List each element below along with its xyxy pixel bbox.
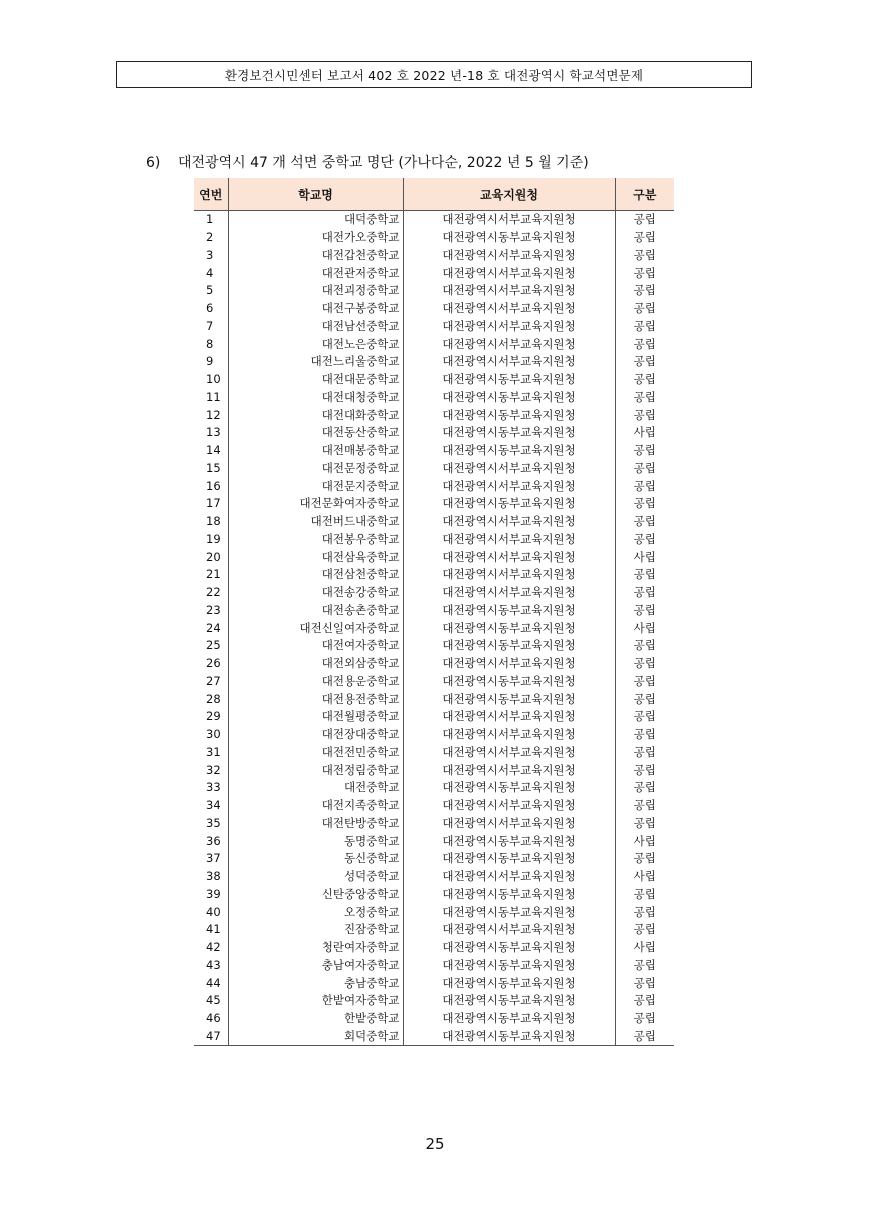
school-type: 공립 [615, 903, 674, 921]
row-number: 24 [206, 620, 221, 635]
school-type: 공립 [615, 726, 674, 744]
table-row [194, 247, 674, 265]
row-number: 29 [206, 709, 221, 724]
school-type: 공립 [615, 708, 674, 726]
table-header-row [194, 178, 674, 211]
school-type: 공립 [615, 442, 674, 460]
school-name: 대전송강중학교 [228, 584, 403, 602]
row-number: 9 [206, 354, 214, 369]
school-type: 공립 [615, 673, 674, 691]
row-number: 37 [206, 851, 221, 866]
school-name: 대전노은중학교 [228, 335, 403, 353]
table-row [194, 495, 674, 513]
school-type: 공립 [615, 584, 674, 602]
school-name: 충남중학교 [228, 974, 403, 992]
education-office: 대전광역시서부교육지원청 [403, 744, 615, 762]
education-office: 대전광역시서부교육지원청 [403, 318, 615, 336]
school-name: 대전송촌중학교 [228, 602, 403, 620]
school-name: 대전문정중학교 [228, 460, 403, 478]
education-office: 대전광역시동부교육지원청 [403, 495, 615, 513]
table-row [194, 779, 674, 797]
row-number: 42 [206, 940, 221, 955]
school-type: 공립 [615, 566, 674, 584]
school-type: 공립 [615, 531, 674, 549]
report-header-title: 환경보건시민센터 보고서 402 호 2022 년-18 호 대전광역시 학교석면문제 [224, 67, 644, 83]
school-type: 공립 [615, 264, 674, 282]
school-type: 공립 [615, 513, 674, 531]
row-number: 35 [206, 815, 221, 830]
table-row [194, 637, 674, 655]
row-number: 3 [206, 247, 214, 262]
school-type: 공립 [615, 389, 674, 407]
table-row [194, 335, 674, 353]
school-name: 진잠중학교 [228, 921, 403, 939]
school-type: 공립 [615, 797, 674, 815]
table-row [194, 548, 674, 566]
school-name: 대덕중학교 [228, 211, 403, 229]
school-name: 대전봉우중학교 [228, 531, 403, 549]
section-number: 6) [146, 155, 161, 171]
education-office: 대전광역시서부교육지원청 [403, 655, 615, 673]
school-type: 공립 [615, 353, 674, 371]
row-number: 25 [206, 638, 221, 653]
school-type: 공립 [615, 974, 674, 992]
table-row [194, 531, 674, 549]
school-type: 공립 [615, 211, 674, 229]
school-type: 공립 [615, 690, 674, 708]
row-number: 33 [206, 780, 221, 795]
table-row [194, 566, 674, 584]
education-office: 대전광역시서부교육지원청 [403, 477, 615, 495]
row-number: 11 [206, 389, 221, 404]
education-office: 대전광역시동부교육지원청 [403, 619, 615, 637]
row-number: 32 [206, 762, 221, 777]
school-name: 대전월평중학교 [228, 708, 403, 726]
row-number: 41 [206, 922, 221, 937]
table-row [194, 619, 674, 637]
school-name: 대전장대중학교 [228, 726, 403, 744]
table-row [194, 353, 674, 371]
row-number: 17 [206, 496, 221, 511]
school-name: 대전삼천중학교 [228, 566, 403, 584]
school-name: 대전삼육중학교 [228, 548, 403, 566]
school-type: 공립 [615, 761, 674, 779]
row-number: 6 [206, 301, 214, 316]
row-number: 46 [206, 1011, 221, 1026]
table-row [194, 211, 674, 229]
school-name: 대전대문중학교 [228, 371, 403, 389]
row-number: 34 [206, 798, 221, 813]
school-name: 대전전민중학교 [228, 744, 403, 762]
header-type: 구분 [615, 178, 674, 211]
school-name: 대전괴정중학교 [228, 282, 403, 300]
school-name: 대전동산중학교 [228, 424, 403, 442]
school-type: 사립 [615, 868, 674, 886]
table-row [194, 300, 674, 318]
school-name: 대전버드내중학교 [228, 513, 403, 531]
section-heading [146, 152, 589, 172]
table-row [194, 886, 674, 904]
row-number: 10 [206, 372, 221, 387]
school-type: 공립 [615, 300, 674, 318]
school-type: 공립 [615, 637, 674, 655]
row-number: 36 [206, 833, 221, 848]
school-name: 대전외삼중학교 [228, 655, 403, 673]
row-number: 13 [206, 425, 221, 440]
table-row [194, 761, 674, 779]
education-office: 대전광역시서부교육지원청 [403, 726, 615, 744]
report-header [116, 61, 752, 88]
table-row [194, 477, 674, 495]
education-office: 대전광역시서부교육지원청 [403, 708, 615, 726]
row-number: 22 [206, 585, 221, 600]
school-type: 공립 [615, 318, 674, 336]
row-number: 30 [206, 727, 221, 742]
table-row [194, 513, 674, 531]
table-row [194, 850, 674, 868]
education-office: 대전광역시서부교육지원청 [403, 353, 615, 371]
table-row [194, 1028, 674, 1046]
school-type: 공립 [615, 850, 674, 868]
education-office: 대전광역시서부교육지원청 [403, 247, 615, 265]
school-type: 공립 [615, 460, 674, 478]
table-row [194, 442, 674, 460]
school-type: 사립 [615, 424, 674, 442]
school-type: 사립 [615, 548, 674, 566]
table-row [194, 921, 674, 939]
table-row [194, 655, 674, 673]
page-number: 25 [425, 1135, 445, 1153]
education-office: 대전광역시서부교육지원청 [403, 513, 615, 531]
school-type: 공립 [615, 602, 674, 620]
school-name: 한밭중학교 [228, 1010, 403, 1028]
education-office: 대전광역시동부교육지원청 [403, 992, 615, 1010]
education-office: 대전광역시서부교육지원청 [403, 264, 615, 282]
education-office: 대전광역시서부교육지원청 [403, 868, 615, 886]
school-name: 대전지족중학교 [228, 797, 403, 815]
school-name: 한밭여자중학교 [228, 992, 403, 1010]
school-type: 공립 [615, 1028, 674, 1046]
row-number: 4 [206, 265, 214, 280]
row-number: 8 [206, 336, 214, 351]
education-office: 대전광역시동부교육지원청 [403, 442, 615, 460]
school-name: 대전남선중학교 [228, 318, 403, 336]
row-number: 14 [206, 443, 221, 458]
education-office: 대전광역시동부교육지원청 [403, 690, 615, 708]
school-name: 대전탄방중학교 [228, 815, 403, 833]
education-office: 대전광역시동부교육지원청 [403, 957, 615, 975]
education-office: 대전광역시동부교육지원청 [403, 886, 615, 904]
table-row [194, 371, 674, 389]
header-education-office: 교육지원청 [403, 178, 615, 211]
education-office: 대전광역시동부교육지원청 [403, 1028, 615, 1046]
education-office: 대전광역시서부교육지원청 [403, 548, 615, 566]
school-table [194, 178, 674, 1046]
school-type: 공립 [615, 406, 674, 424]
school-type: 공립 [615, 247, 674, 265]
table-row [194, 690, 674, 708]
table-row [194, 797, 674, 815]
school-type: 공립 [615, 495, 674, 513]
school-name: 대전갑천중학교 [228, 247, 403, 265]
row-number: 39 [206, 886, 221, 901]
education-office: 대전광역시서부교육지원청 [403, 460, 615, 478]
school-type: 공립 [615, 815, 674, 833]
education-office: 대전광역시동부교육지원청 [403, 974, 615, 992]
header-school-name: 학교명 [228, 178, 403, 211]
education-office: 대전광역시동부교육지원청 [403, 424, 615, 442]
table-row [194, 424, 674, 442]
school-type: 사립 [615, 832, 674, 850]
education-office: 대전광역시동부교육지원청 [403, 389, 615, 407]
education-office: 대전광역시동부교육지원청 [403, 229, 615, 247]
row-number: 15 [206, 460, 221, 475]
row-number: 7 [206, 318, 214, 333]
table-row [194, 832, 674, 850]
row-number: 43 [206, 957, 221, 972]
school-type: 공립 [615, 921, 674, 939]
school-name: 대전정림중학교 [228, 761, 403, 779]
table-row [194, 939, 674, 957]
school-name: 신탄중앙중학교 [228, 886, 403, 904]
education-office: 대전광역시동부교육지원청 [403, 673, 615, 691]
section-title: 대전광역시 47 개 석면 중학교 명단 (가나다순, 2022 년 5 월 기준) [178, 155, 589, 171]
row-number: 28 [206, 691, 221, 706]
row-number: 44 [206, 975, 221, 990]
education-office: 대전광역시동부교육지원청 [403, 850, 615, 868]
table-body [194, 211, 674, 1046]
table-row [194, 815, 674, 833]
table-row [194, 318, 674, 336]
education-office: 대전광역시동부교육지원청 [403, 779, 615, 797]
table-row [194, 903, 674, 921]
row-number: 5 [206, 283, 214, 298]
education-office: 대전광역시동부교육지원청 [403, 832, 615, 850]
school-name: 청란여자중학교 [228, 939, 403, 957]
table-row [194, 406, 674, 424]
school-type: 공립 [615, 886, 674, 904]
table-row [194, 264, 674, 282]
education-office: 대전광역시동부교육지원청 [403, 602, 615, 620]
school-name: 대전여자중학교 [228, 637, 403, 655]
row-number: 18 [206, 514, 221, 529]
row-number: 31 [206, 744, 221, 759]
education-office: 대전광역시서부교육지원청 [403, 815, 615, 833]
education-office: 대전광역시서부교육지원청 [403, 211, 615, 229]
row-number: 1 [206, 212, 214, 227]
education-office: 대전광역시서부교육지원청 [403, 921, 615, 939]
education-office: 대전광역시동부교육지원청 [403, 1010, 615, 1028]
row-number: 23 [206, 602, 221, 617]
row-number: 21 [206, 567, 221, 582]
school-type: 공립 [615, 282, 674, 300]
education-office: 대전광역시서부교육지원청 [403, 566, 615, 584]
school-name: 대전구봉중학교 [228, 300, 403, 318]
table-row [194, 868, 674, 886]
table-row [194, 708, 674, 726]
school-name: 오정중학교 [228, 903, 403, 921]
school-type: 공립 [615, 1010, 674, 1028]
education-office: 대전광역시서부교육지원청 [403, 282, 615, 300]
school-type: 사립 [615, 619, 674, 637]
row-number: 19 [206, 531, 221, 546]
row-number: 45 [206, 993, 221, 1008]
education-office: 대전광역시서부교육지원청 [403, 335, 615, 353]
row-number: 2 [206, 230, 214, 245]
school-name: 대전관저중학교 [228, 264, 403, 282]
table-row [194, 460, 674, 478]
school-name: 동신중학교 [228, 850, 403, 868]
row-number: 27 [206, 673, 221, 688]
row-number: 38 [206, 869, 221, 884]
school-type: 공립 [615, 957, 674, 975]
school-name: 성덕중학교 [228, 868, 403, 886]
row-number: 47 [194, 1028, 228, 1046]
table-row [194, 229, 674, 247]
row-number: 16 [206, 478, 221, 493]
school-type: 공립 [615, 779, 674, 797]
school-name: 대전가오중학교 [228, 229, 403, 247]
table-row [194, 282, 674, 300]
table-row [194, 584, 674, 602]
table-row [194, 974, 674, 992]
table-row [194, 389, 674, 407]
education-office: 대전광역시서부교육지원청 [403, 584, 615, 602]
school-name: 대전매봉중학교 [228, 442, 403, 460]
school-type: 공립 [615, 744, 674, 762]
school-type: 공립 [615, 229, 674, 247]
school-name: 대전문화여자중학교 [228, 495, 403, 513]
school-type: 사립 [615, 939, 674, 957]
school-name: 대전대화중학교 [228, 406, 403, 424]
row-number: 26 [206, 656, 221, 671]
school-type: 공립 [615, 992, 674, 1010]
school-type: 공립 [615, 371, 674, 389]
row-number: 12 [206, 407, 221, 422]
table-row [194, 744, 674, 762]
table-row [194, 957, 674, 975]
education-office: 대전광역시동부교육지원청 [403, 939, 615, 957]
school-name: 동명중학교 [228, 832, 403, 850]
education-office: 대전광역시서부교육지원청 [403, 300, 615, 318]
school-name: 충남여자중학교 [228, 957, 403, 975]
school-name: 대전용전중학교 [228, 690, 403, 708]
education-office: 대전광역시동부교육지원청 [403, 903, 615, 921]
school-name: 회덕중학교 [228, 1028, 403, 1046]
education-office: 대전광역시동부교육지원청 [403, 406, 615, 424]
education-office: 대전광역시서부교육지원청 [403, 797, 615, 815]
school-type: 공립 [615, 655, 674, 673]
education-office: 대전광역시서부교육지원청 [403, 531, 615, 549]
table-row [194, 992, 674, 1010]
table-row [194, 673, 674, 691]
table-row [194, 726, 674, 744]
school-type: 공립 [615, 335, 674, 353]
row-number: 40 [206, 904, 221, 919]
education-office: 대전광역시동부교육지원청 [403, 637, 615, 655]
school-type: 공립 [615, 477, 674, 495]
school-name: 대전신일여자중학교 [228, 619, 403, 637]
school-name: 대전문지중학교 [228, 477, 403, 495]
school-name: 대전용운중학교 [228, 673, 403, 691]
education-office: 대전광역시서부교육지원청 [403, 761, 615, 779]
table-row [194, 1010, 674, 1028]
school-name: 대전중학교 [228, 779, 403, 797]
school-name: 대전느리울중학교 [228, 353, 403, 371]
row-number: 20 [206, 549, 221, 564]
school-name: 대전대청중학교 [228, 389, 403, 407]
header-no: 연번 [194, 178, 228, 211]
education-office: 대전광역시동부교육지원청 [403, 371, 615, 389]
table-row [194, 602, 674, 620]
